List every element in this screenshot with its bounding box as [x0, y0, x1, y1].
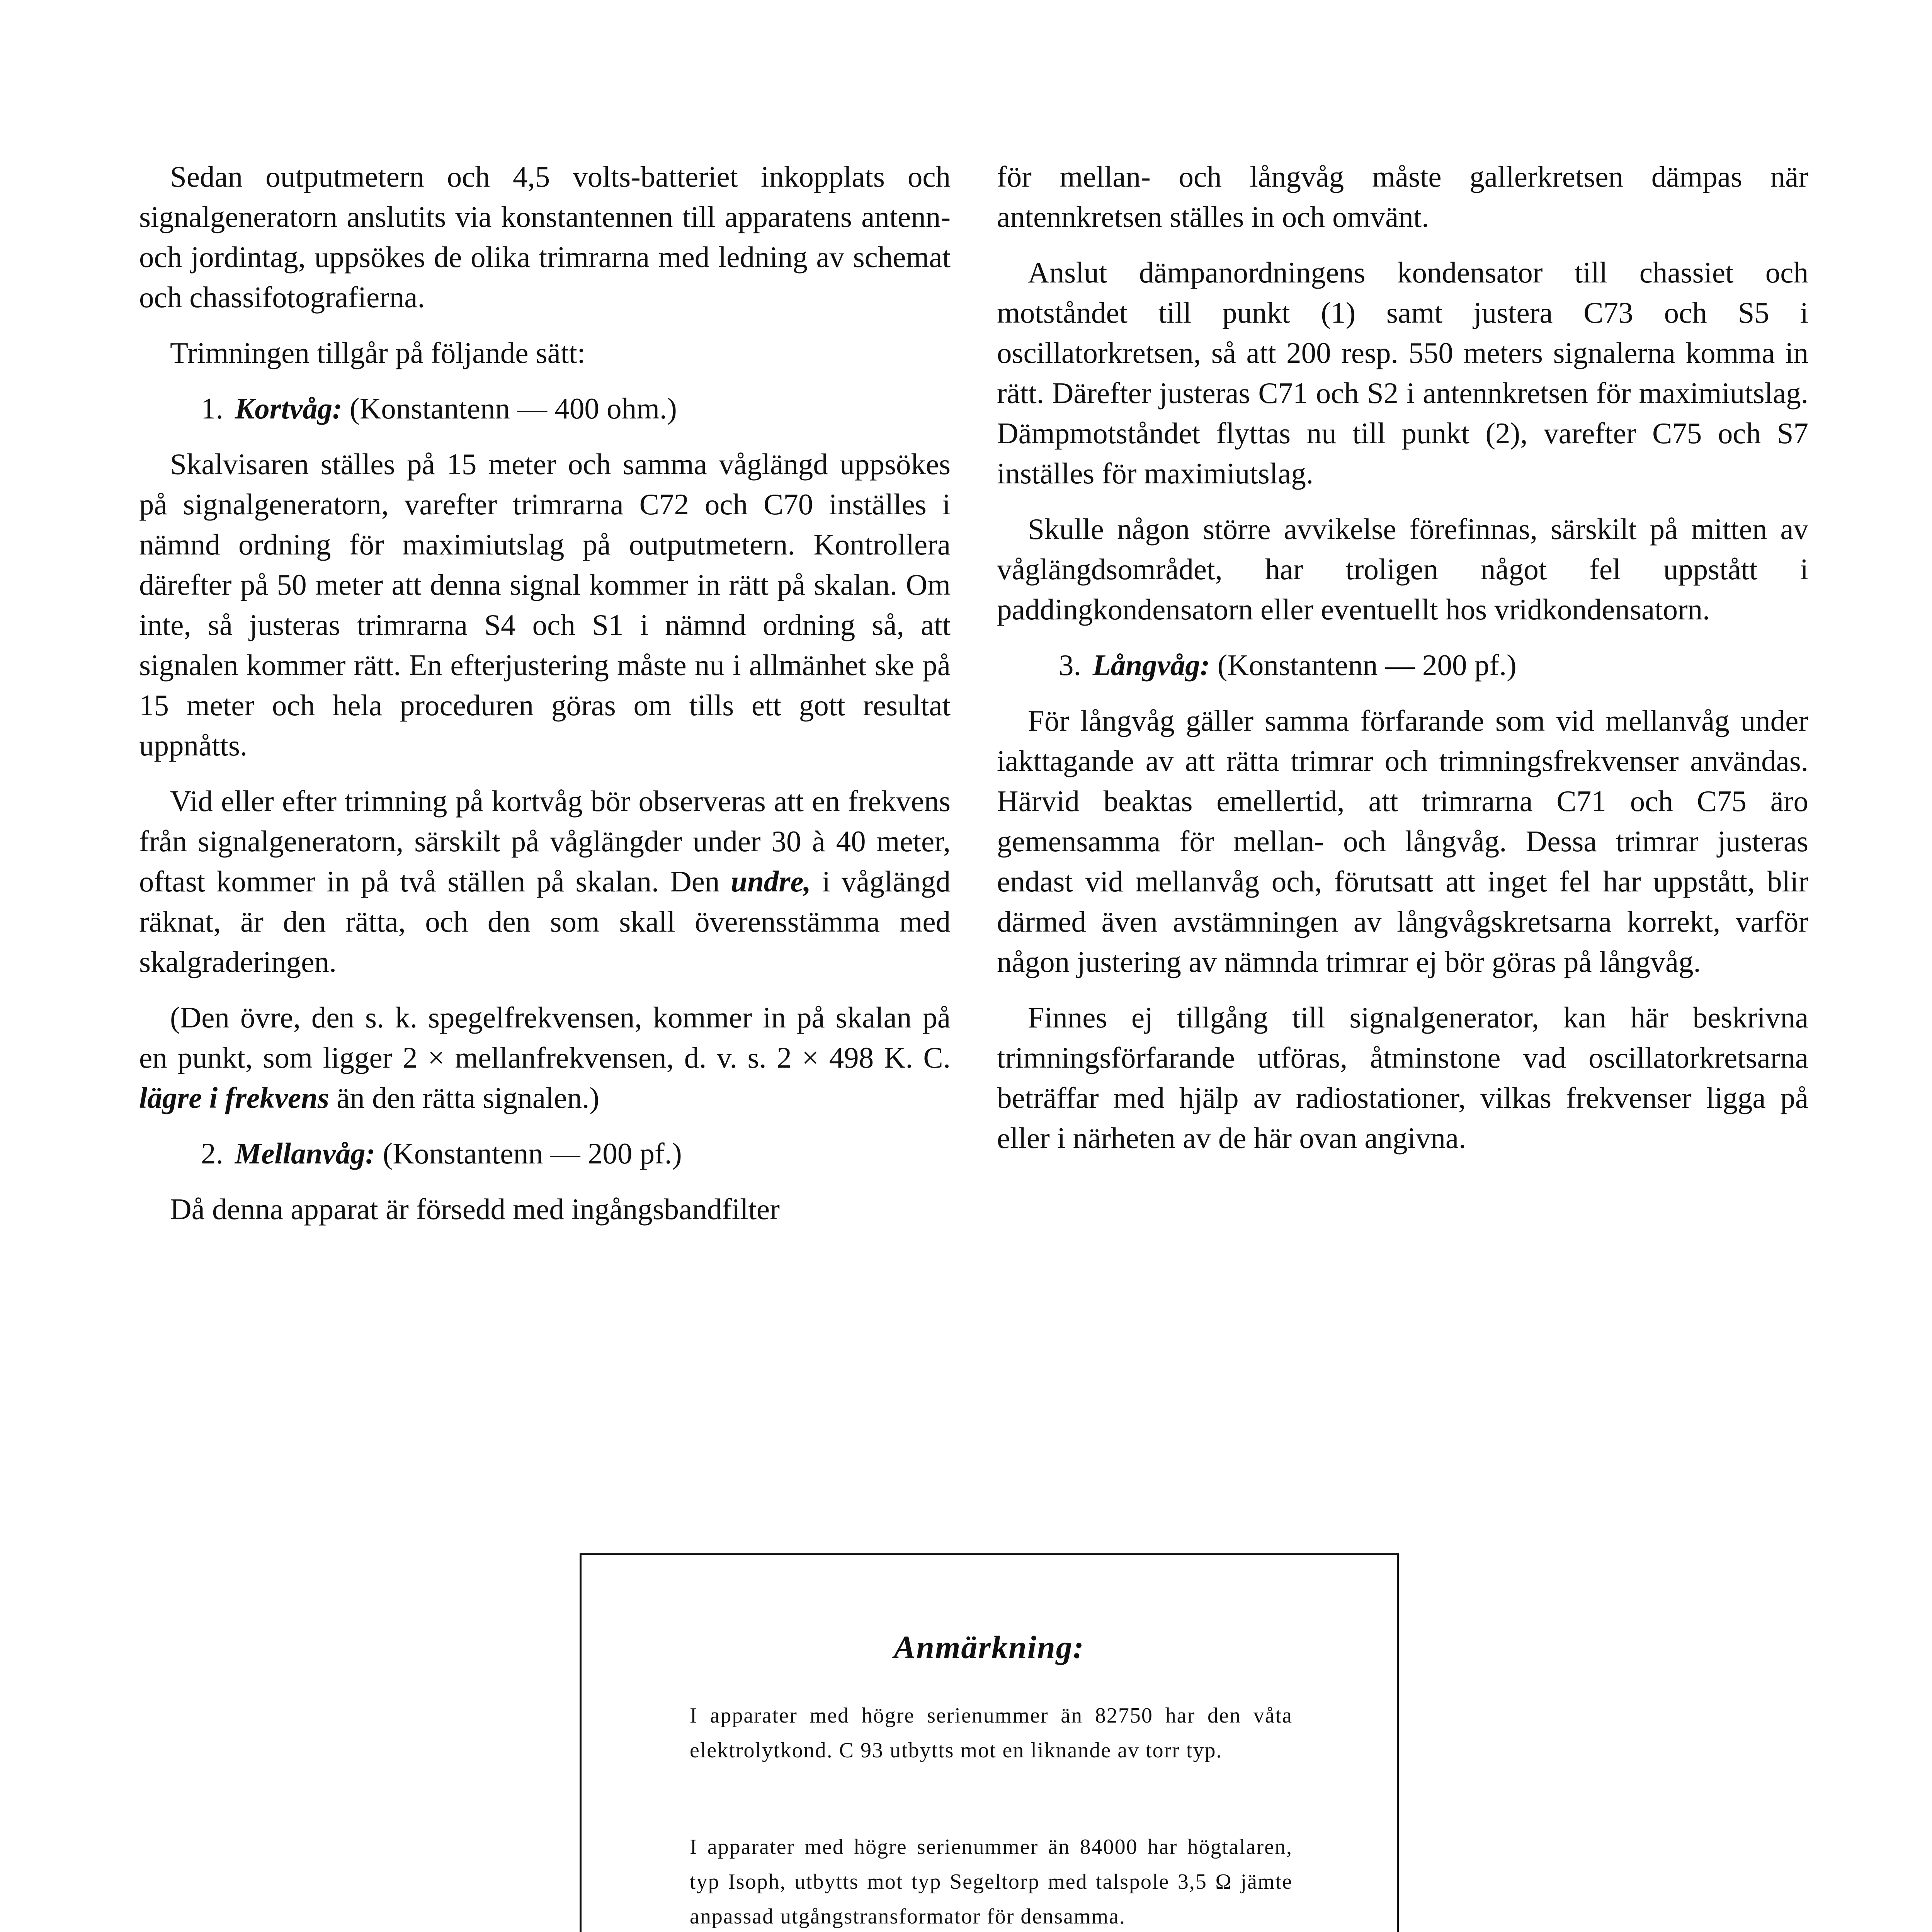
- right-text-column: [997, 156, 1808, 1173]
- section-parameter: (Konstantenn — 200 pf.): [1217, 648, 1517, 682]
- deviation-note: Skulle någon större avvikelse förefinnas, särskilt på mitten av våglängdsområdet, har troligen något fel uppstått i paddingkondensatorn eller eventuellt hos vridkondensatorn.: [997, 512, 1808, 626]
- text-span: i våglängd räknat, är den rätta, och den som skall överensstämma med skalgraderingen.: [139, 865, 951, 978]
- section-title: Kortvåg:: [235, 392, 342, 425]
- section-title: Långvåg:: [1092, 648, 1210, 682]
- section-title: Mellanvåg:: [235, 1137, 376, 1170]
- mellanvag-intro: Då denna apparat är försedd med ingångsbandfilter: [170, 1192, 780, 1226]
- intro-paragraph: Sedan outputmetern och 4,5 volts-batteriet inkopplats och signalgeneratorn anslutits via konstantennen till apparatens antenn- och jordintag, uppsökes de olika trimrarna med ledning av schemat och chassifotografierna.: [139, 160, 951, 314]
- mellanvag-continuation: för mellan- och långvåg måste gallerkretsen dämpas när antennkretsen ställes in och omvänt.: [997, 160, 1808, 233]
- section-number: 2.: [201, 1137, 223, 1170]
- section-heading-mellanvag: [139, 1133, 951, 1173]
- remark-box: [580, 1553, 1399, 1932]
- emphasis-text: lägre i frekvens: [139, 1081, 329, 1114]
- no-generator-note: Finnes ej tillgång till signalgenerator, kan här beskrivna trimningsförfarande utföras, åtminstone vad oscillatorkretsarna beträffar med hjälp av radiostationer, vilkas frekvenser ligga på eller i närheten av de här ovan angivna.: [997, 1001, 1808, 1155]
- image-frequency-note: [139, 997, 951, 1118]
- section-parameter: (Konstantenn — 400 ohm.): [350, 392, 677, 425]
- section-number: 3.: [1059, 648, 1081, 682]
- section-heading-kortvag: [139, 388, 951, 429]
- procedure-intro: Trimningen tillgår på följande sätt:: [170, 336, 585, 369]
- langvag-instructions: För långvåg gäller samma förfarande som vid mellanvåg under iakttagande av att rätta trimrar och trimningsfrekvenser användas. Härvid beaktas emellertid, att trimrarna C71 och C75 äro gemensamma för mellan- och långvåg. Dessa trimrar justeras endast vid mellanvåg och, förutsatt att inget fel har uppstått, blir därmed även avstämningen av långvågskretsarna korrekt, varför någon justering av nämnda trimrar ej bör göras på långvåg.: [997, 704, 1808, 978]
- left-text-column: [139, 156, 951, 1245]
- remark-paragraph: I apparater med högre serienummer än 84000 har högtalaren, typ Isoph, utbytts mot typ Segeltorp med talspole 3,5 Ω jämte anpassad utgångstransformator för densamma.: [690, 1835, 1293, 1929]
- emphasis-text: undre,: [731, 865, 811, 898]
- remark-paragraph: I apparater med högre serienummer än 82750 har den våta elektrolytkond. C 93 utbytts mot en liknande av torr typ.: [690, 1704, 1293, 1762]
- section-number: 1.: [201, 392, 223, 425]
- kortvag-instructions: Skalvisaren ställes på 15 meter och samma våglängd uppsökes på signalgeneratorn, varefter trimrarna C72 och C70 inställes i nämnd ordning för maximiutslag på outputmetern. Kontrollera därefter på 50 meter att denna signal kommer in rätt på skalan. Om inte, så justeras trimrarna S4 och S1 i nämnd ordning så, att signalen kommer rätt. En efterjustering måste nu i allmänhet ske på 15 meter och hela proceduren göras om tills ett gott resultat uppnåtts.: [139, 447, 951, 762]
- text-span: (Den övre, den s. k. spegelfrekvensen, kommer in på skalan på en punkt, som ligger 2 × mellanfrekvensen, d. v. s. 2 × 498 K. C.: [139, 1001, 951, 1074]
- remark-title: Anmärkning:: [894, 1629, 1085, 1665]
- damping-instructions: Anslut dämpanordningens kondensator till chassiet och motståndet till punkt (1) samt justera C73 och S5 i oscillatorkretsen, så att 200 resp. 550 meters signalerna komma in rätt. Därefter justeras C71 och S2 i antennkretsen för maximiutslag. Dämpmotståndet flyttas nu till punkt (2), varefter C75 och S7 inställes för maximiutslag.: [997, 256, 1808, 490]
- text-span: än den rätta signalen.): [337, 1081, 599, 1114]
- section-parameter: (Konstantenn — 200 pf.): [383, 1137, 682, 1170]
- text-span: Vid eller efter trimning på kortvåg bör observeras att en frekvens från signalgeneratorn, särskilt på våglängder under 30 à 40 meter, oftast kommer in på två ställen på skalan. Den: [139, 784, 951, 898]
- kortvag-observation: [139, 781, 951, 982]
- section-heading-langvag: [997, 645, 1808, 685]
